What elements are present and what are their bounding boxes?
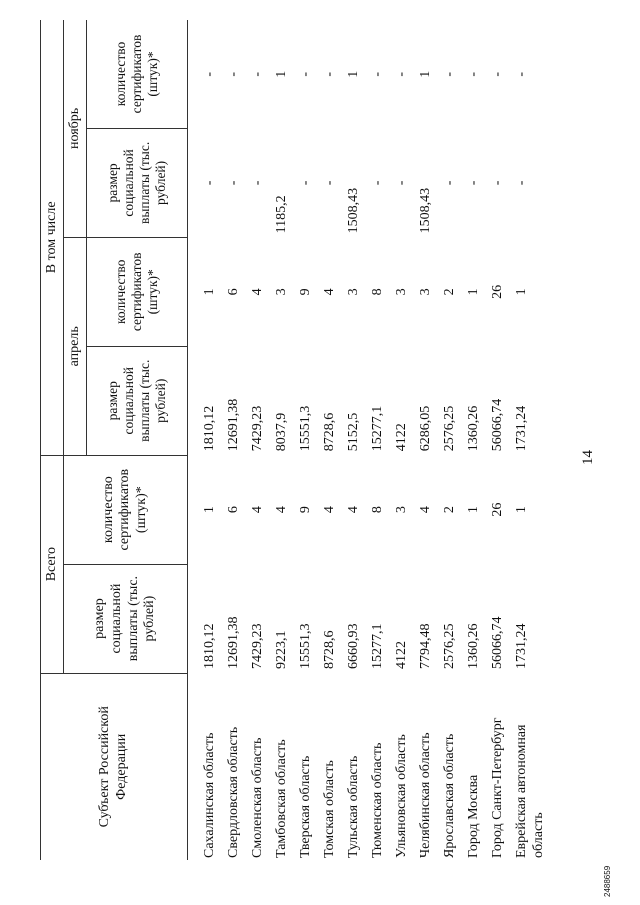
header-april-certificates: количество сертификатов (штук)* [87, 237, 188, 346]
total-payment-cell: 12691,38 [226, 616, 241, 670]
november-certificates-cell: - [370, 71, 385, 77]
subject-cell: Свердловская область [226, 726, 241, 858]
total-certificates-cell: 6 [226, 506, 241, 514]
april-certificates-cell: 3 [394, 288, 409, 296]
header-november-certificates: количество сертификатов (штук)* [87, 20, 188, 128]
certificates-table [40, 20, 547, 860]
november-payment-cell: 1508,43 [418, 187, 433, 234]
november-payment-cell: 1185,2 [274, 195, 289, 234]
header-total-certificates: количество сертификатов (штук)* [64, 455, 188, 564]
november-payment-cell: - [442, 180, 457, 186]
table-row [226, 20, 250, 860]
total-payment-cell: 56066,74 [490, 616, 505, 670]
table-row [490, 20, 514, 860]
april-certificates-cell: 1 [202, 288, 217, 296]
april-certificates-cell: 9 [298, 288, 313, 296]
total-certificates-cell: 4 [250, 506, 265, 514]
header-total-payment: размер социальной выплаты (тыс. рублей) [64, 564, 188, 673]
april-payment-cell: 6286,05 [418, 405, 433, 452]
november-certificates-cell: 1 [418, 70, 433, 78]
header-april: апрель [64, 237, 87, 455]
total-certificates-cell: 26 [490, 502, 505, 517]
subject-cell: Ульяновская область [394, 734, 409, 858]
page-number: 14 [580, 450, 596, 465]
april-payment-cell: 12691,38 [226, 398, 241, 452]
table-row [250, 20, 274, 860]
november-payment-cell: 1508,43 [346, 187, 361, 234]
total-payment-cell: 4122 [394, 641, 409, 670]
table-row [346, 20, 370, 860]
april-payment-cell: 1810,12 [202, 405, 217, 452]
header-subject: Субъект Российской Федерации [41, 673, 188, 860]
april-payment-cell: 5152,5 [346, 412, 361, 452]
total-payment-cell: 1810,12 [202, 623, 217, 670]
november-payment-cell: - [394, 180, 409, 186]
november-certificates-cell: - [394, 71, 409, 77]
april-payment-cell: 1731,24 [514, 405, 529, 452]
subject-cell: Тульская область [346, 755, 361, 858]
april-payment-cell: 4122 [394, 423, 409, 452]
total-certificates-cell: 3 [394, 506, 409, 514]
april-certificates-cell: 3 [274, 288, 289, 296]
november-certificates-cell: - [322, 71, 337, 77]
subject-cell: Томская область [322, 760, 337, 858]
table-row [418, 20, 442, 860]
subject-cell: Ярославская область [442, 733, 457, 858]
november-payment-cell: - [490, 180, 505, 186]
november-certificates-cell: - [442, 71, 457, 77]
april-certificates-cell: 4 [250, 288, 265, 296]
total-payment-cell: 8728,6 [322, 630, 337, 670]
subject-cell: Челябинская область [418, 732, 433, 858]
subject-cell: Тамбовская область [274, 739, 289, 858]
subject-cell: Тюменская область [370, 742, 385, 858]
november-payment-cell: - [370, 180, 385, 186]
april-payment-cell: 2576,25 [442, 405, 457, 452]
table-row [188, 20, 227, 860]
november-payment-cell: - [226, 180, 241, 186]
april-certificates-cell: 6 [226, 288, 241, 296]
november-certificates-cell: - [490, 71, 505, 77]
november-payment-cell: - [466, 180, 481, 186]
november-certificates-cell: - [226, 71, 241, 77]
subject-cell: Тверская область [298, 755, 313, 858]
total-certificates-cell: 2 [442, 506, 457, 514]
november-certificates-cell: - [250, 71, 265, 77]
header-april-payment: размер социальной выплаты (тыс. рублей) [87, 346, 188, 455]
november-certificates-cell: 1 [274, 70, 289, 78]
april-payment-cell: 15277,1 [370, 405, 385, 452]
total-payment-cell: 6660,93 [346, 623, 361, 670]
april-certificates-cell: 3 [346, 288, 361, 296]
subject-cell: Сахалинская область [202, 732, 217, 858]
table-row [514, 20, 547, 860]
table-body [188, 20, 548, 860]
april-payment-cell: 1360,26 [466, 405, 481, 452]
total-payment-cell: 7794,48 [418, 623, 433, 670]
header-november-payment: размер социальной выплаты (тыс. рублей) [87, 128, 188, 237]
november-certificates-cell: - [514, 71, 529, 77]
total-certificates-cell: 4 [418, 506, 433, 514]
total-payment-cell: 2576,25 [442, 623, 457, 670]
header-november: ноябрь [64, 20, 87, 237]
november-certificates-cell: - [466, 71, 481, 77]
april-certificates-cell: 2 [442, 288, 457, 296]
header-total: Всего [41, 455, 64, 673]
april-certificates-cell: 8 [370, 288, 385, 296]
total-payment-cell: 15551,3 [298, 623, 313, 670]
total-payment-cell: 9223,1 [274, 630, 289, 670]
november-payment-cell: - [250, 180, 265, 186]
november-certificates-cell: 1 [346, 70, 361, 78]
table-row [394, 20, 418, 860]
total-certificates-cell: 1 [466, 506, 481, 514]
table-row [298, 20, 322, 860]
table-row [370, 20, 394, 860]
table-row [322, 20, 346, 860]
april-certificates-cell: 26 [490, 284, 505, 299]
november-certificates-cell: - [202, 71, 217, 77]
document-code: 2488659 [603, 865, 612, 897]
total-certificates-cell: 4 [322, 506, 337, 514]
april-payment-cell: 7429,23 [250, 405, 265, 452]
total-certificates-cell: 9 [298, 506, 313, 514]
total-payment-cell: 1731,24 [514, 623, 529, 670]
total-certificates-cell: 4 [346, 506, 361, 514]
november-payment-cell: - [322, 180, 337, 186]
header-including: В том числе [41, 20, 64, 455]
subject-cell: Город Москва [466, 774, 481, 858]
april-payment-cell: 15551,3 [298, 405, 313, 452]
november-payment-cell: - [514, 180, 529, 186]
total-payment-cell: 1360,26 [466, 623, 481, 670]
table-row [466, 20, 490, 860]
total-certificates-cell: 8 [370, 506, 385, 514]
total-certificates-cell: 1 [202, 506, 217, 514]
november-payment-cell: - [202, 180, 217, 186]
april-payment-cell: 8728,6 [322, 412, 337, 452]
subject-cell: Город Санкт-Петербург [490, 717, 505, 858]
april-payment-cell: 56066,74 [490, 398, 505, 452]
table-row [442, 20, 466, 860]
april-certificates-cell: 3 [418, 288, 433, 296]
april-certificates-cell: 1 [514, 288, 529, 296]
april-certificates-cell: 4 [322, 288, 337, 296]
table-row [274, 20, 298, 860]
total-payment-cell: 7429,23 [250, 623, 265, 670]
november-payment-cell: - [298, 180, 313, 186]
total-payment-cell: 15277,1 [370, 623, 385, 670]
november-certificates-cell: - [298, 71, 313, 77]
april-certificates-cell: 1 [466, 288, 481, 296]
subject-cell: Смоленская область [250, 737, 265, 858]
april-payment-cell: 8037,9 [274, 412, 289, 452]
total-certificates-cell: 1 [514, 506, 529, 514]
subject-cell: Еврейская автономная область [514, 724, 546, 858]
total-certificates-cell: 4 [274, 506, 289, 514]
